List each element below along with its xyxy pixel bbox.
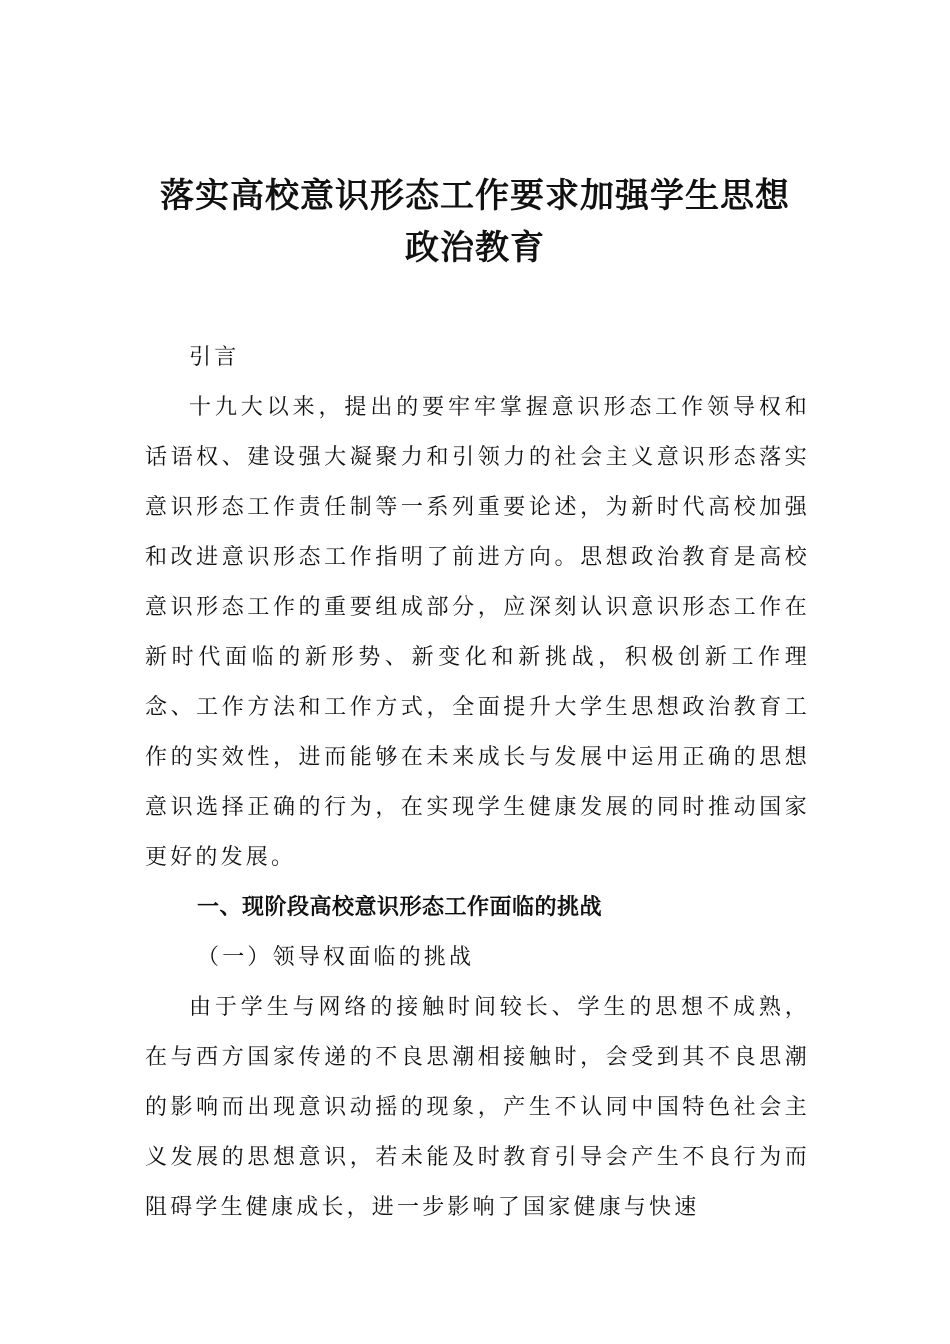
document-title-line2: 政治教育: [405, 228, 545, 268]
paragraph-intro: 十九大以来，提出的要牢牢掌握意识形态工作领导权和话语权、建设强大凝聚力和引领力的社会主义意识形态落实意识形态工作责任制等一系列重要论述，为新时代高校加强和改进意识形态工作指明了前进方向。思想政治教育是高校意识形态工作的重要组成部分，应深刻认识意识形态工作在新时代面临的新形势、新变化和新挑战，积极创新工作理念、工作方法和工作方式，全面提升大学生思想政治教育工作的实效性，进而能够在未来成长与发展中运用正确的思想意识选择正确的行为，在实现学生健康发展的同时推动国家更好的发展。: [145, 395, 810, 870]
document-body: [145, 333, 810, 1233]
section-heading: 一、现阶段高校意识形态工作面临的挑战: [197, 895, 603, 920]
document-title-line1: 落实高校意识形态工作要求加强学生思想: [160, 176, 790, 216]
paragraph-body: 由于学生与网络的接触时间较长、学生的思想不成熟，在与西方国家传递的不良思潮相接触时，会受到其不良思潮的影响而出现意识动摇的现象，产生不认同中国特色社会主义发展的思想意识，若未能及时教育引导会产生不良行为而阻碍学生健康成长，进一步影响了国家健康与快速: [145, 995, 810, 1220]
intro-label: 引言: [189, 345, 240, 370]
subsection-heading: （一）领导权面临的挑战: [197, 945, 475, 970]
